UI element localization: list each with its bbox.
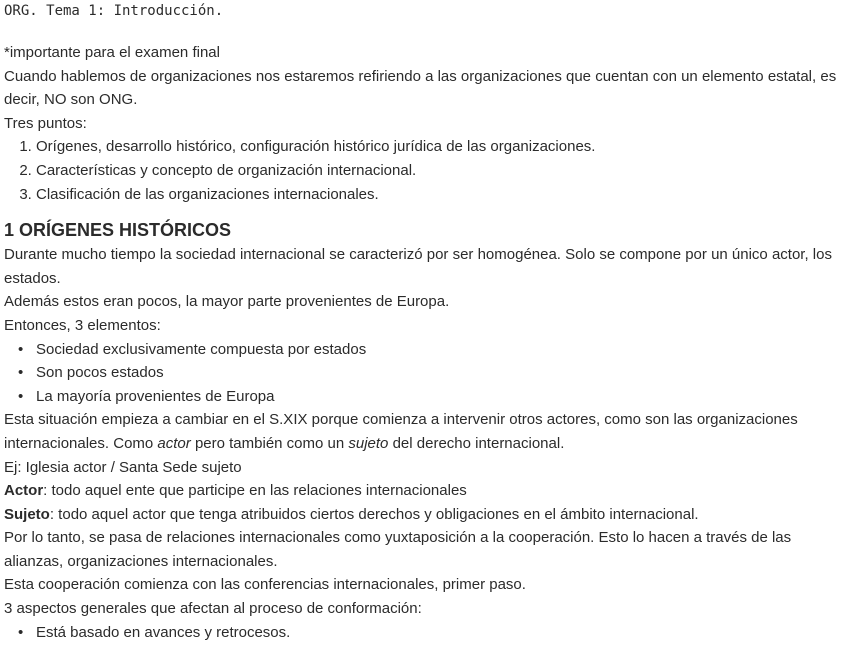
paragraph [4,408,844,455]
list-item: • Está basado en avances y retrocesos. [36,621,844,645]
elements-list [4,338,844,409]
list-item: 2. Características y concepto de organización internacional. [36,159,844,183]
text-run: pero también como un [190,434,349,452]
paragraph: Entonces, 3 elementos: [4,316,161,334]
document-title: ORG. Tema 1: Introducción. [4,3,224,19]
paragraph: Además estos eran pocos, la mayor parte provenientes de Europa. [4,293,450,311]
paragraph: 3 aspectos generales que afectan al proceso de conformación: [4,600,422,618]
sujeto-italic: sujeto [348,434,389,452]
text-run: Esta situación empieza a cambiar en el S.XIX porque comienza a intervenir otros actores, como son las organizaciones internacionales. Como [4,411,798,452]
definition-actor [4,479,844,503]
list-item: • La mayoría provenientes de Europa [36,385,844,409]
paragraph: Esta cooperación comienza con las conferencias internacionales, primer paso. [4,576,526,594]
section-gap [4,206,844,217]
paragraph: Durante mucho tiempo la sociedad internacional se caracterizó por ser homogénea. Solo se compone por un único actor, los estados. [4,246,832,287]
aspects-list [4,621,844,645]
term-actor: Actor [4,482,44,500]
actor-italic: actor [157,434,191,452]
note-line: *importante para el examen final [4,44,220,61]
definition-sujeto [4,503,844,527]
list-item: • Son pocos estados [36,361,844,385]
definition-text: : todo aquel actor que tenga atribuidos ciertos derechos y obligaciones en el ámbito internacional. [49,505,699,523]
paragraph: Por lo tanto, se pasa de relaciones internacionales como yuxtaposición a la cooperación. Esto lo hacen a través de las alianzas, organizaciones internacionales. [4,529,792,570]
term-sujeto: Sujeto [4,505,50,523]
list-item: • Sociedad exclusivamente compuesta por estados [36,338,844,362]
list-item: 3. Clasificación de las organizaciones internacionales. [36,183,844,207]
spacer [4,21,844,41]
text-run: del derecho internacional. [388,434,565,452]
points-list [4,135,844,206]
intro-paragraph: Cuando hablemos de organizaciones nos estaremos refiriendo a las organizaciones que cuentan con un elemento estatal, es decir, NO son ONG. [4,67,837,109]
list-item: 1. Orígenes, desarrollo histórico, configuración histórico jurídica de las organizaciones. [36,135,844,159]
section-heading: 1 ORÍGENES HISTÓRICOS [4,220,232,241]
definition-text: : todo aquel ente que participe en las relaciones internacionales [43,482,467,500]
paragraph: Ej: Iglesia actor / Santa Sede sujeto [4,458,242,476]
points-label: Tres puntos: [4,114,87,132]
